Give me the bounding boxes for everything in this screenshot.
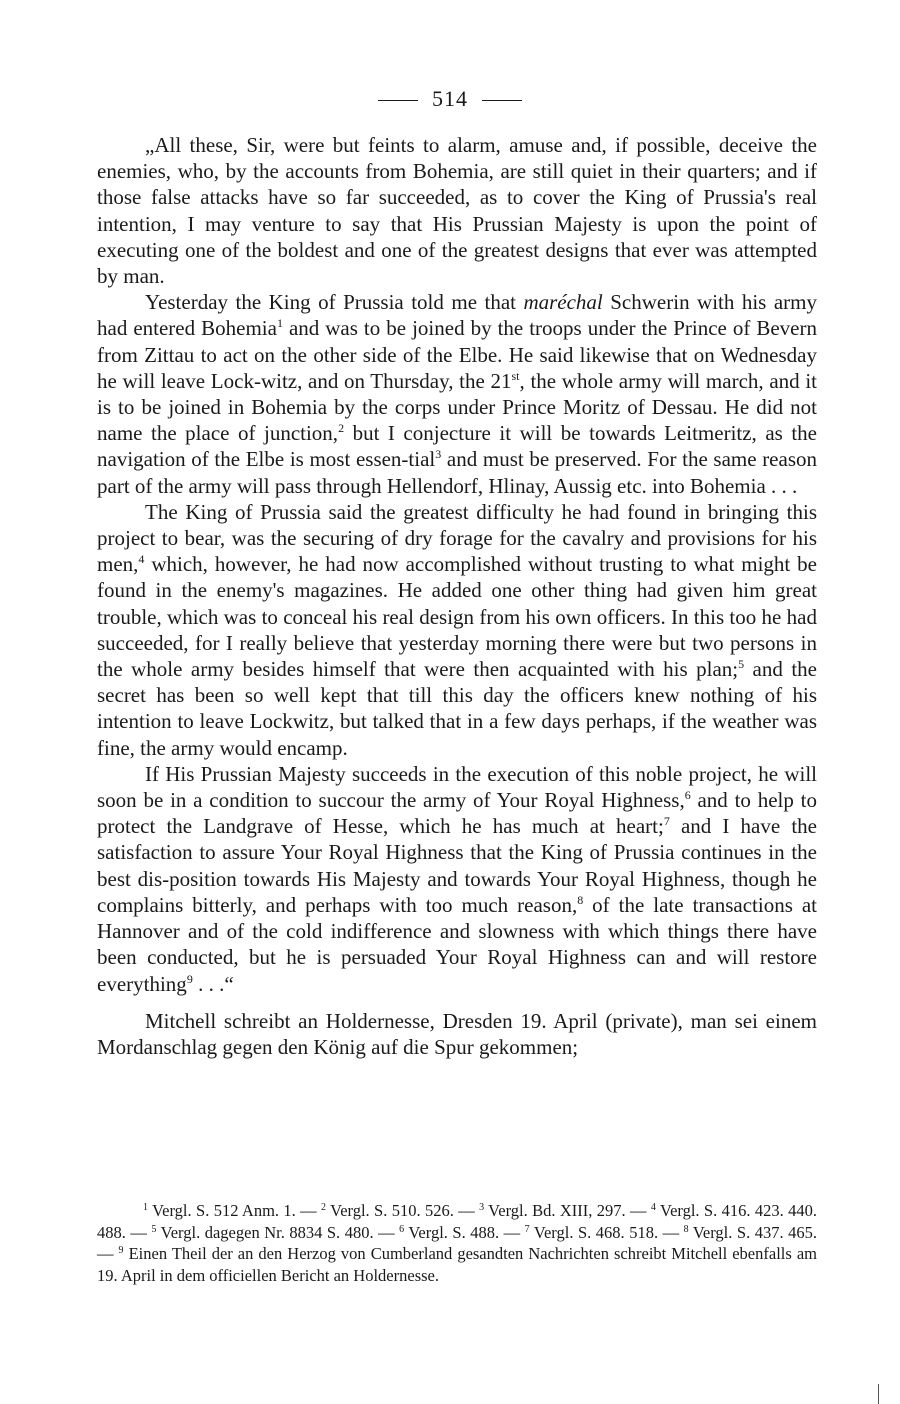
footnote-text: Vergl. S. 510. 526. —	[326, 1201, 480, 1220]
main-text	[97, 132, 817, 1060]
footnote-text: Vergl. dagegen Nr. 8834 S. 480. —	[156, 1222, 400, 1242]
header-dash-right	[482, 100, 522, 101]
footnote-ref: 3	[435, 447, 442, 462]
footnote-ref: 2	[338, 421, 345, 436]
text-run: If His Prussian Majesty succeeds in the execution of this noble project, he will soon be in a condition to succour the army of Your Royal Highness,	[97, 761, 817, 813]
text-run: and must be preserved. For the same reason part of the army will pass through Hellendorf, Hlinay, Aussig etc. into Bohemia . . .	[97, 447, 818, 498]
page-number: 514	[432, 86, 468, 111]
footnote-text: Vergl. S. 488. —	[404, 1222, 525, 1242]
text-run: but I conjecture it will be towards Leitmeritz, as the navigation of the Elbe is most essen-tial	[97, 421, 817, 472]
paragraph-schwerin	[97, 289, 817, 499]
footnote-ref: 9	[186, 971, 193, 986]
footnote-text: Vergl. S. 468. 518. —	[529, 1222, 684, 1242]
footnote-mark: 6	[399, 1223, 405, 1235]
footnote-ref: 4	[138, 552, 145, 567]
margin-line	[878, 1384, 879, 1404]
text-run: , the whole army will march, and it is to be joined in Bohemia by the corps under Prince Moritz of Dessau. He did not name the place of junction,	[97, 368, 817, 446]
text-run: of the late transactions at Hannover and of the cold indifference and slowness with which things there have been conducted, but he is persuaded Your Royal Highness can and will restore everything	[97, 892, 817, 996]
footnote-block	[97, 1200, 817, 1286]
footnote-mark: 1	[143, 1202, 148, 1213]
footnote-ref: 8	[577, 892, 584, 907]
text-run: Yesterday the King of Prussia told me that	[145, 290, 524, 315]
text-run: . . .“	[192, 971, 234, 996]
footnote-ref: 1	[276, 316, 283, 331]
page-header	[0, 86, 900, 112]
header-dash-left	[378, 100, 418, 101]
footnote-mark: 4	[650, 1202, 656, 1213]
footnote-text: Vergl. S. 416. 423. 440. 488. —	[97, 1201, 817, 1242]
text-run: The King of Prussia said the greatest difficulty he had found in bringing this project to bear, was the securing of dry forage for the cavalry and provisions for his men,	[97, 499, 817, 577]
footnote-text: Einen Theil der an den Herzog von Cumberland gesandten Nachrichten schreibt Mitchell ebenfalls am 19. April in dem officiellen Bericht an Holdernesse.	[97, 1244, 817, 1285]
footnote-mark: 8	[683, 1223, 689, 1235]
text-run: which, however, he had now accomplished without trusting to what might be found in the enemy's magazines. He added one other thing had given him great trouble, which was to conceal his real design from his own officers. In this too he had succeeded, for I really believe that yesterday morning there were but two persons in the whole army besides himself that were then acquainted with his plan;	[97, 552, 817, 682]
footnote-ref: 5	[738, 657, 745, 672]
footnote-text: Vergl. S. 437. 465. —	[97, 1222, 818, 1263]
paragraph-mitchell: Mitchell schreibt an Holdernesse, Dresden 19. April (private), man sei einem Mordanschlag gegen den König auf die Spur gekommen;	[97, 1008, 817, 1059]
text-run: and was to be joined by the troops under the Prince of Bevern from Zittau to act on the other side of the Elbe. He said likewise that on Wednesday he will leave Lock-witz, and on Thursday, the 21	[97, 316, 817, 393]
text-run: and the secret has been so well kept that till this day the officers knew nothing of his intention to leave Lockwitz, but talked that in a few days perhaps, if the weather was fine, the army would encamp.	[97, 657, 817, 760]
footnote-mark: 3	[479, 1202, 485, 1213]
ordinal-suffix: st	[511, 368, 520, 383]
footnote-ref: 7	[663, 814, 670, 829]
text-run: and to help to protect the Landgrave of Hesse, which he has much at heart;	[97, 788, 817, 839]
footnotes	[97, 1200, 817, 1286]
text-run: and I have the satisfaction to assure Your Royal Highness that the King of Prussia continues in the best dis-position towards His Majesty and towards Your Royal Highness, though he complains bitterly, and perhaps with too much reason,	[97, 814, 817, 917]
paragraph-forage	[97, 499, 817, 761]
footnote-mark: 5	[151, 1223, 157, 1235]
footnote-ref: 6	[684, 788, 691, 803]
footnote-text: Vergl. Bd. XIII, 297. —	[484, 1201, 651, 1220]
footnote-mark: 7	[524, 1223, 530, 1235]
paragraph-letter-intro: „All these, Sir, were but feints to alarm, amuse and, if possible, deceive the enemies, who, by the accounts from Bohemia, are still quiet in their quarters; and if those false attacks have so far succeeded, as to cover the King of Prussia's real intention, I may venture to say that His Prussian Majesty is upon the point of executing one of the boldest and one of the greatest designs that ever was attempted by man.	[97, 133, 817, 289]
italic-word: maréchal	[523, 290, 603, 315]
text-run: Schwerin with his army had entered Bohemia	[97, 290, 817, 341]
footnote-mark: 2	[321, 1202, 327, 1213]
paragraph-succour	[97, 761, 817, 997]
footnote-mark: 9	[118, 1245, 124, 1256]
footnote-text: Vergl. S. 512 Anm. 1. —	[148, 1201, 322, 1220]
